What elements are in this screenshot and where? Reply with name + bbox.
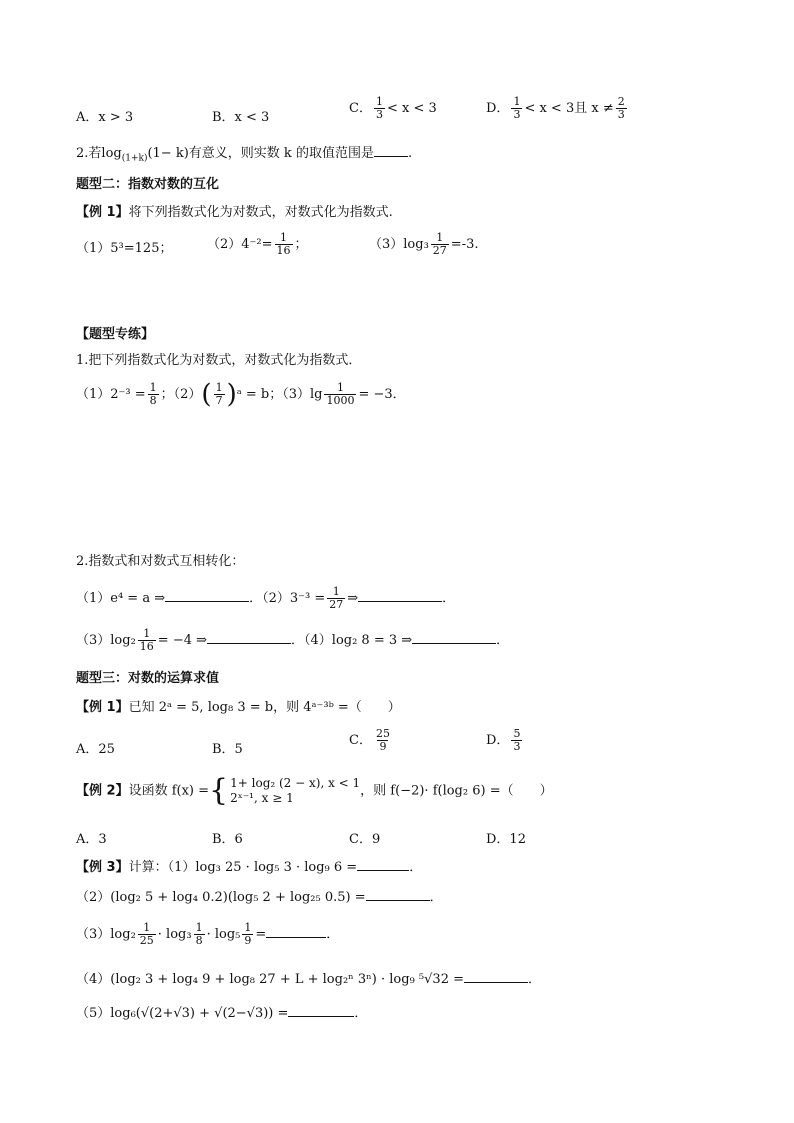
fraction: $\frac{1}{8}$ <box>149 381 157 407</box>
fraction: $\frac{1}{3}$ <box>513 95 521 121</box>
option-b: B．x < 3 <box>212 110 270 125</box>
fraction: $\frac{1}{27}$ <box>329 585 344 611</box>
type3-example-2: 【例 2】设函数 f(x) ={ 1+ log₂ (2 − x), x < 1 2ˣ⁻¹, x ≥ 1 ，则 f(−2)· f(log₂ 6) =（ ） <box>76 773 553 808</box>
answer-blank <box>266 925 326 938</box>
option-c: C． $\frac{1}{3}$ < x < 3 <box>349 95 437 121</box>
fraction: $\frac{1}{16}$ <box>276 231 291 257</box>
answer-blank <box>366 888 430 901</box>
type3-example-3-5: （5）log₆(√(2+√3) + √(2−√3)) = ． <box>76 1006 368 1021</box>
fraction: $\frac{1}{25}$ <box>139 921 154 947</box>
type3-example-3-3: （3）log₂ $\frac{1}{25}$ · log₃ $\frac{1}{8}$ · log₅ $\frac{1}{9}$ = ． <box>76 921 340 947</box>
ex1-option-d: D． $\frac{5}{3}$ <box>486 727 521 753</box>
fraction: $\frac{1}{1000}$ <box>326 381 355 407</box>
example-1-item-3: （3）log₃ $\frac{1}{27}$ =-3. <box>369 231 479 257</box>
example-1-item-1: （1）5³=125； <box>76 241 173 256</box>
fraction: $\frac{2}{3}$ <box>617 95 625 121</box>
question-2: 2.若$\log_{(1+k)}(1- k)$有意义，则实数 k 的取值范围是 . <box>76 146 413 164</box>
answer-blank <box>412 631 496 644</box>
answer-blank <box>357 858 409 871</box>
ex2-option-c: C．9 <box>349 832 381 847</box>
fraction: $\frac{1}{16}$ <box>139 627 154 653</box>
answer-blank <box>374 144 408 157</box>
ex2-option-d: D．12 <box>486 832 526 847</box>
answer-blank <box>207 631 291 644</box>
section-heading-type2: 题型二：指数对数的互化 <box>76 177 220 192</box>
answer-blank <box>165 589 249 602</box>
answer-blank <box>288 1004 354 1017</box>
type3-example-3-1: 【例 3】计算：（1）log₃ 25 · log₅ 3 · log₉ 6 = ． <box>76 860 423 875</box>
fraction: $\frac{1}{7}$ <box>215 381 223 407</box>
section-heading-type3: 题型三：对数的运算求值 <box>76 671 220 686</box>
practice-2-row-2: （3）log₂ $\frac{1}{16}$ = −4 ⇒ ．（4）log₂ 8 = 3 ⇒ ． <box>76 627 510 653</box>
option-d: D． $\frac{1}{3}$ < x < 3且 x ≠ $\frac{2}{3}$ <box>486 95 625 121</box>
ex2-option-a: A．3 <box>76 832 107 847</box>
ex1-option-c: C． $\frac{25}{9}$ <box>349 727 390 753</box>
ex1-option-b: B．5 <box>212 742 243 757</box>
type3-example-1: 【例 1】已知 2ᵃ = 5, log₈ 3 = b，则 4ᵃ⁻³ᵇ =（ ） <box>76 700 401 715</box>
answer-blank <box>464 970 528 983</box>
practice-1-text: 1.把下列指数式化为对数式，对数式化为指数式． <box>76 353 362 368</box>
practice-2-text: 2.指数式和对数式互相转化： <box>76 554 245 569</box>
fraction: $\frac{1}{8}$ <box>195 921 203 947</box>
practice-2-row-1: （1）e⁴ = a ⇒ ．（2）3⁻³ = $\frac{1}{27}$ ⇒ ． <box>76 585 456 611</box>
option-a: A．x > 3 <box>76 110 134 125</box>
fraction: $\frac{1}{9}$ <box>244 921 252 947</box>
brace: { <box>209 773 229 808</box>
fraction: $\frac{5}{3}$ <box>513 727 521 753</box>
ex1-option-a: A．25 <box>76 742 115 757</box>
practice-heading: 【题型专练】 <box>76 327 155 342</box>
piecewise-cases: 1+ log₂ (2 − x), x < 1 2ˣ⁻¹, x ≥ 1 <box>230 776 361 805</box>
fraction: $\frac{1}{27}$ <box>432 231 447 257</box>
answer-blank <box>358 589 442 602</box>
example-1-item-2: （2）4⁻²= $\frac{1}{16}$ ； <box>207 231 308 257</box>
practice-1-items: （1）2⁻³ = $\frac{1}{8}$ ；（2）( $\frac{1}{7}$ )ᵃ = b；（3）lg $\frac{1}{1000}$ = −3． <box>76 379 406 410</box>
ex2-option-b: B．6 <box>212 832 243 847</box>
fraction: $\frac{25}{9}$ <box>375 727 390 753</box>
type3-example-3-4: （4）(log₂ 3 + log₄ 9 + log₈ 27 + L + log₂ⁿ 3ⁿ) · log₉ ⁵√32 = ． <box>76 972 542 987</box>
example-1: 【例 1】将下列指数式化为对数式，对数式化为指数式. <box>76 205 393 220</box>
type3-example-3-2: （2）(log₂ 5 + log₄ 0.2)(log₅ 2 + log₂₅ 0.5) = ． <box>76 890 443 905</box>
fraction: $\frac{1}{3}$ <box>375 95 383 121</box>
